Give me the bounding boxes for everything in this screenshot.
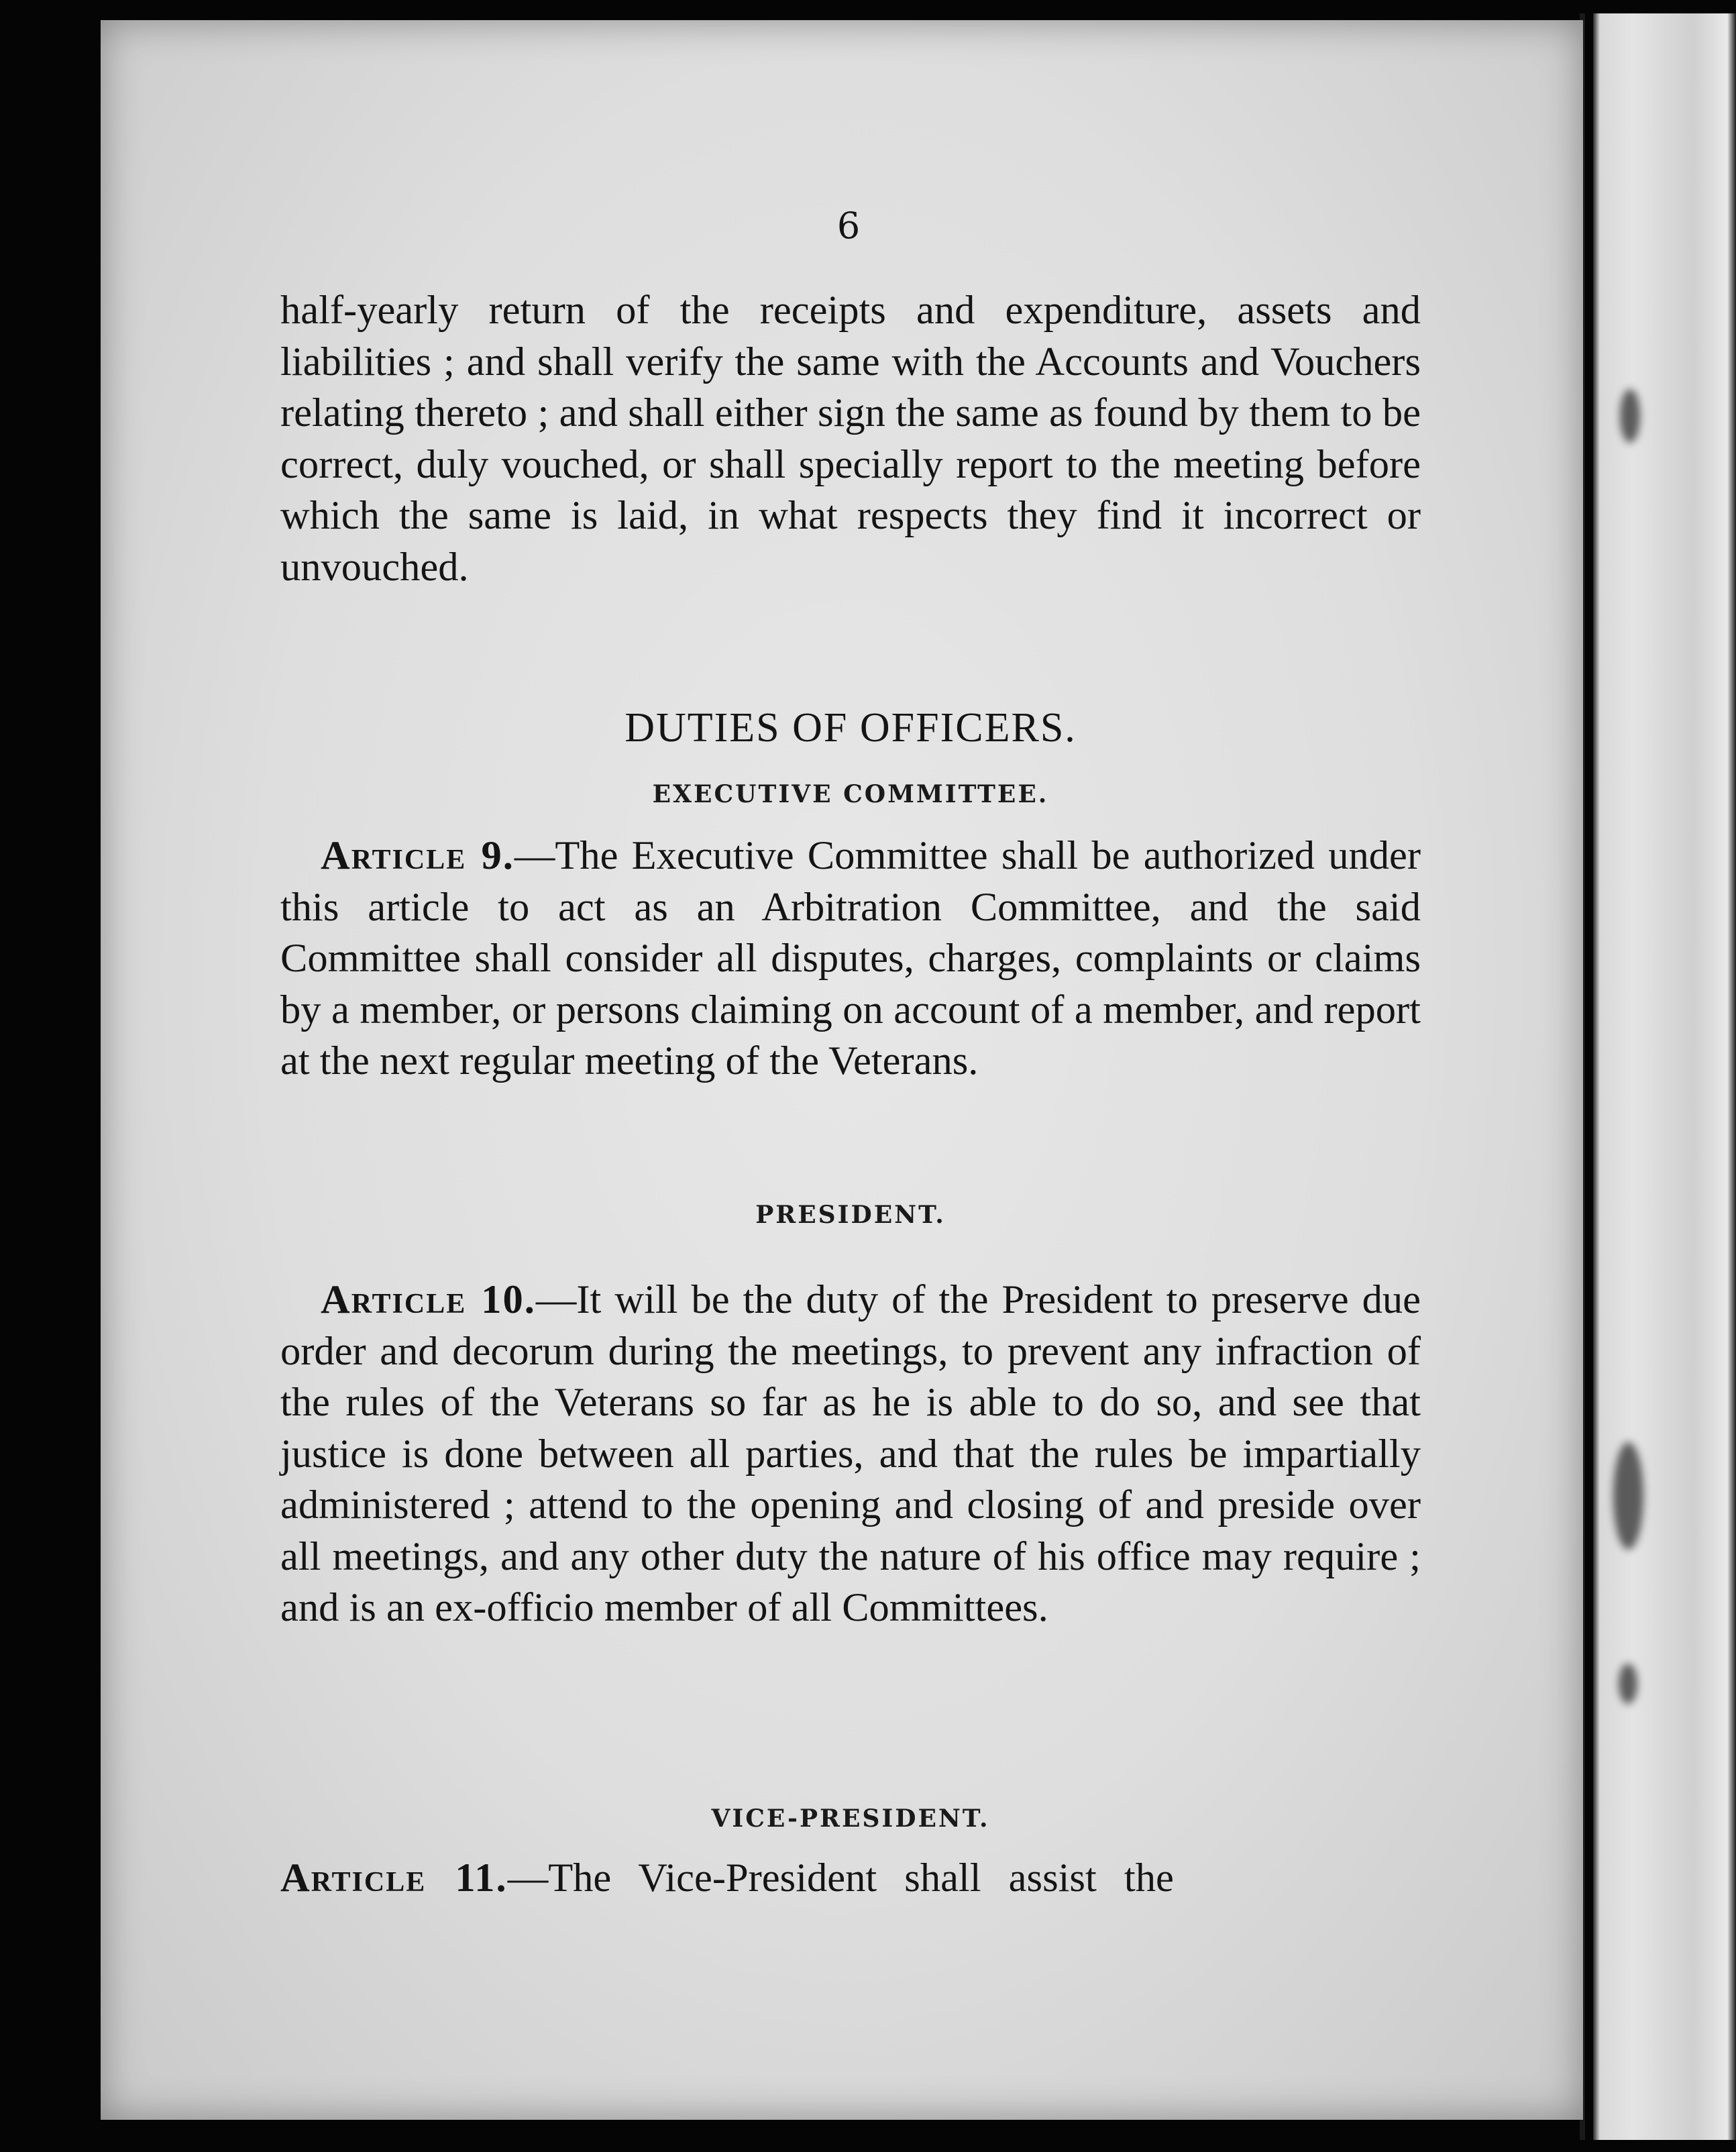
article-11-text: —The Vice-President shall assist the [507,1855,1174,1900]
article-11-paragraph [280,1853,1421,1904]
ink-smudge [1619,1664,1637,1704]
intro-paragraph: half-yearly return of the receipts and expenditure, assets and liabilities ; and shall verify the same with the Accounts and Vouchers relating thereto ; and shall either sign the same as found by them to be correct, duly vouched, or shall specially report to the meeting before which the same is laid, in what respects they find it incorrect or unvouched. [280,288,1421,590]
article-10-paragraph [280,1275,1421,1634]
page-number: 6 [836,205,861,247]
book-edge-strip [1593,13,1736,2140]
article-10-text: —It will be the duty of the President to preserve due order and decorum during the meetings, to prevent any infraction of the rules of the Veterans so far as he is able to do so, and see that justice is done between all parties, and that the rules be impartially administered ; attend to the opening and closing of and preside over all meetings, and any other duty the nature of his office may require ; and is an ex-officio member of all Committees. [280,1277,1421,1630]
ink-smudge [1620,389,1640,443]
section-heading: DUTIES OF OFFICERS. [625,705,1077,751]
article-11-label: Article 11. [280,1855,508,1900]
subheading-executive-committee: EXECUTIVE COMMITTEE. [652,780,1049,808]
ink-smudge [1613,1442,1643,1550]
article-10-label: Article 10. [321,1277,536,1322]
article-9-text: —The Executive Committee shall be authorized under this article to act as an Arbitration Committee, and the said Committee shall consider all disputes, charges, complaints or claims by a member, or persons claiming on account of a member, and report at the next regular meeting of the Veterans. [280,833,1421,1083]
subheading-vice-president: VICE-PRESIDENT. [711,1805,990,1833]
article-9-label: Article 9. [321,833,514,878]
subheading-president: PRESIDENT. [755,1201,946,1229]
article-9-paragraph [280,830,1421,1087]
